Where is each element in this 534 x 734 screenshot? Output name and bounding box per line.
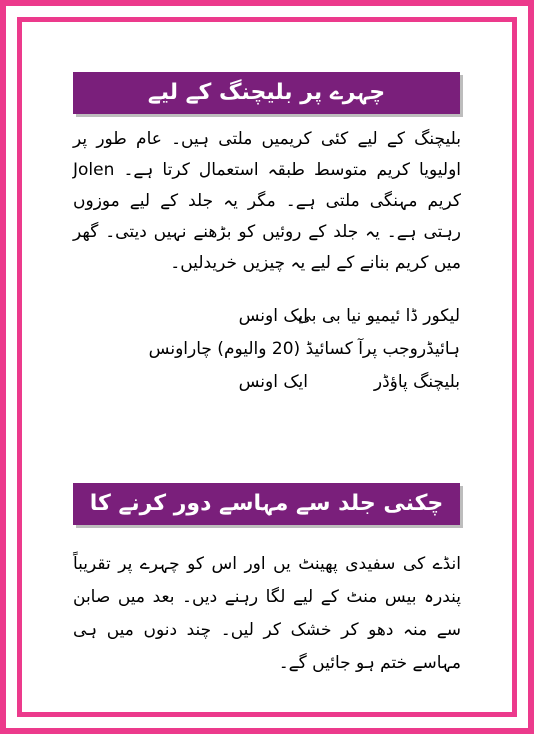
ingredient-item	[150, 366, 460, 399]
ingredient-list	[150, 300, 460, 399]
section1-paragraph: بلیچنگ کے لیے کئی کریمیں ملتی ہیں۔ عام طور پر اولیویا کریم متوسط طبقہ استعمال کرتا ہے۔ Jolen کریم مہنگی ملتی ہے۔ مگر یہ جلد کے لیے موزوں رہتی ہے۔ یہ جلد کے روئیں کو بڑھنے نہیں دیتی۔ گھر میں کریم بنانے کے لیے یہ چیزیں خریدلیں۔	[73, 129, 461, 273]
ingredient-qty: ایک اونس	[238, 372, 308, 392]
section2-paragraph: انڈے کی سفیدی پھینٹ یں اور اس کو چہرے پر تقریباً پندرہ بیس منٹ کے لیے لگا رہنے دیں۔ بعد میں صابن سے منہ دھو کر خشک کر لیں۔ چند دنوں میں ہی مہاسے ختم ہو جائیں گے۔	[73, 554, 461, 673]
ingredient-qty: ایک اونس	[238, 306, 308, 326]
ingredient-name: بلیچنگ پاؤڈر	[373, 372, 460, 392]
ingredient-item	[150, 333, 460, 366]
section2-heading: چکنی جلد سے مہاسے دور کرنے کا طریقہ	[73, 483, 460, 525]
ingredient-name: ہائیڈروجب پرآ کسائیڈ (20 والیوم) چاراونس	[148, 339, 460, 359]
section1-heading: چہرے پر بلیچنگ کے لیے	[73, 72, 460, 114]
ingredient-item	[150, 300, 460, 333]
ingredient-name: لیکور ڈا ئیمیو نیا بی بی	[297, 306, 460, 326]
